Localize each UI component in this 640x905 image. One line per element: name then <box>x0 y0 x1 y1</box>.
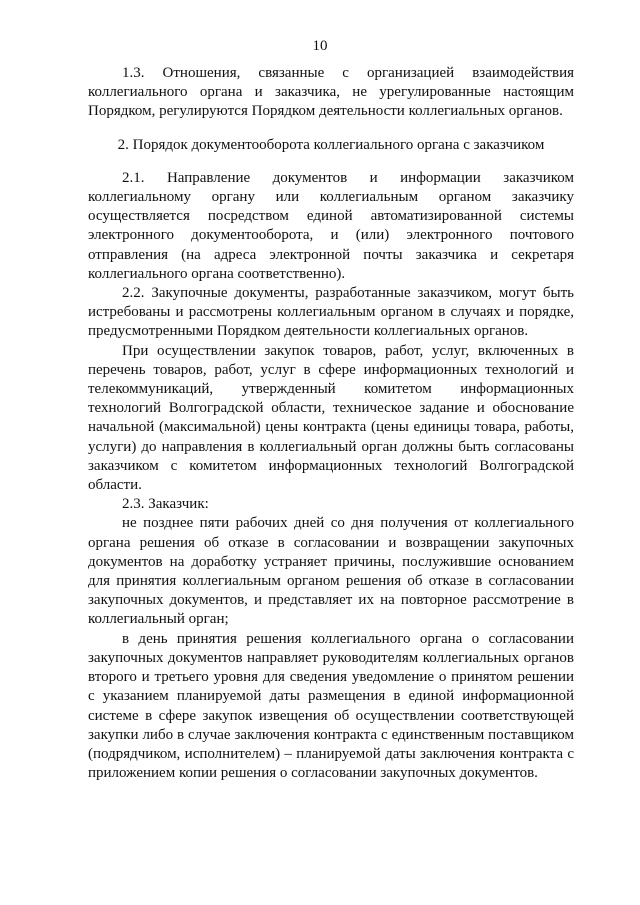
page-number: 10 <box>312 38 328 54</box>
paragraph-1-3: 1.3. Отношения, связанные с организацией взаимодействия коллегиального органа и заказчика, не урегулированные настоящим Порядком, регулируются Порядком деятельности коллегиальных органов. <box>88 65 574 120</box>
section-2-heading: 2. Порядок документооборота коллегиального органа с заказчиком <box>117 136 545 153</box>
paragraph-2-2: 2.2. Закупочные документы, разработанные заказчиком, могут быть истребованы и рассмотрены коллегиальным органом в случаях и порядке, предусмотренными Порядком деятельности коллегиальных органов. <box>88 285 574 340</box>
document-body <box>88 64 574 783</box>
paragraph-2-3: 2.3. Заказчик: <box>122 496 209 513</box>
paragraph-2-2-it-procurement: При осуществлении закупок товаров, работ, услуг, включенных в перечень товаров, работ, услуг в сфере информационных технологий и телекоммуникаций, утвержденный комитетом информационных технологий Волгоградской области, техническое задание и обоснование начальной (максимальной) цены контракта (цены единицы товара, работы, услуги) до направления в коллегиальный орган должны быть согласованы заказчиком с комитетом информационных технологий Волгоградской области. <box>88 342 574 494</box>
paragraph-2-3-item-b: в день принятия решения коллегиального органа о согласовании закупочных документов направляет руководителям коллегиальных органов второго и третьего уровня для сведения уведомление о принятом решении с указанием планируемой даты размещения в единой информационной системе в сфере закупок извещения об осуществлении соответствующей закупки либо в случае заключения контракта с единственным поставщиком (подрядчиком, исполнителем) – планируемой даты заключения контракта с приложением копии решения о согласовании закупочных документов. <box>88 630 574 782</box>
paragraph-2-1: 2.1. Направление документов и информации заказчиком коллегиальному органу или коллегиальным органом заказчику осуществляется посредством единой автоматизированной системы электронного документооборота, и (или) электронного почтового отправления (на адреса электронной почты заказчика и секретаря коллегиального органа соответственно). <box>88 169 574 282</box>
paragraph-2-3-item-a: не позднее пяти рабочих дней со дня получения от коллегиального органа решения об отказе в согласовании и возвращении закупочных документов на доработку устраняет причины, послужившие основанием для принятия коллегиальным органом решения об отказе в согласовании закупочных документов, и представляет их на повторное рассмотрение в коллегиальный орган; <box>88 515 574 628</box>
